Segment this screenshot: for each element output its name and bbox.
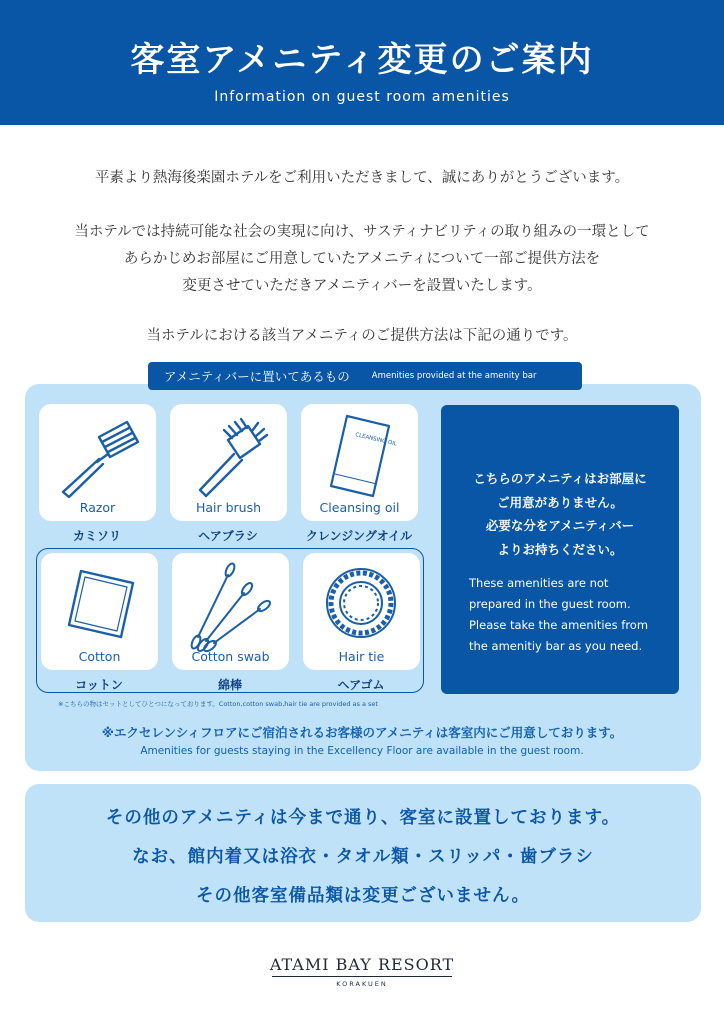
cotton-card — [41, 553, 158, 670]
excellency-note-jp: ※エクセレンシィフロアにご宿泊されるお客様のアメニティは客室内にご用意しております。 — [101, 725, 623, 740]
item-label-en: Cotton — [78, 649, 121, 664]
hair-brush-card — [170, 404, 287, 521]
info-box-jp — [441, 467, 679, 561]
intro-explanation-line: あらかじめお部屋にご用意していたアメニティについて一部ご提供方法を — [123, 251, 601, 267]
item-label-jp: 綿棒 — [217, 678, 242, 692]
cotton-swab-card — [172, 553, 289, 670]
other-amenities-panel — [25, 784, 701, 922]
info-en-line: These amenities are not — [469, 576, 609, 590]
item-label-jp: クレンジングオイル — [305, 529, 413, 543]
item-label-jp: コットン — [75, 678, 123, 692]
item-label-jp: ヘアゴム — [337, 678, 385, 692]
item-label-jp: カミソリ — [72, 529, 121, 543]
intro-explanation-line: 当ホテルでは持続可能な社会の実現に向け、サスティナビリティの取り組みの一環として — [74, 224, 650, 240]
intro-greeting: 平素より熱海後楽園ホテルをご利用いただきまして、誠にありがとうございます。 — [94, 170, 630, 186]
info-jp-line: よりお持ちください。 — [497, 541, 623, 557]
header-banner — [0, 0, 724, 125]
intro-explanation-line: 変更させていただきアメニティバーを設置いたします。 — [182, 278, 542, 294]
info-box — [441, 405, 679, 694]
item-label-en: Cotton swab — [191, 649, 270, 664]
item-label-jp: ヘアブラシ — [198, 529, 258, 543]
info-en-line: prepared in the guest room. — [469, 597, 631, 611]
intro-explanation — [0, 219, 724, 300]
cleansing-oil-card — [301, 404, 418, 521]
info-jp-line: ご用意がありません。 — [497, 494, 623, 510]
package-label: CLEANSING OIL — [354, 432, 398, 448]
other-line: その他のアメニティは今まで通り、客室に設置しております。 — [105, 808, 621, 828]
item-label-en: Cleansing oil — [319, 500, 400, 515]
intro-method: 当ホテルにおける該当アメニティのご提供方法は下記の通りです。 — [146, 328, 578, 344]
item-label-en: Razor — [79, 500, 116, 515]
amenity-bar-label-jp: アメニティバーに置いてあるもの — [164, 369, 350, 384]
other-line: なお、館内着又は浴衣・タオル類・スリッパ・歯ブラシ — [132, 847, 594, 867]
info-en-line: Please take the amenities from — [469, 618, 649, 632]
info-jp-line: こちらのアメニティはお部屋に — [473, 471, 647, 486]
razor-card — [39, 404, 156, 521]
amenity-bar-heading — [148, 362, 582, 390]
logo-rule — [272, 976, 452, 977]
excellency-note-en: Amenities for guests staying in the Excellency Floor are available in the guest room. — [140, 745, 584, 757]
page-subtitle: Information on guest room amenities — [214, 89, 510, 105]
info-box-en — [469, 573, 648, 657]
set-note: ※こちらの物はセットとしてひとつになっております。Cotton,cotton swab,hair tie are provided as a set — [58, 700, 378, 708]
logo-name: ATAMI BAY RESORT — [269, 955, 455, 974]
amenity-bar-label-en: Amenities provided at the amenity bar — [371, 371, 537, 381]
item-label-en: Hair tie — [338, 649, 385, 664]
page-title: 客室アメニティ変更のご案内 — [130, 40, 594, 80]
resort-logo — [0, 955, 724, 988]
info-jp-line: 必要な分をアメニティバー — [485, 518, 635, 533]
hair-tie-card — [303, 553, 420, 670]
info-en-line: the amenitiy bar as you need. — [469, 639, 643, 653]
item-label-en: Hair brush — [195, 500, 262, 515]
logo-sub: KORAKUEN — [336, 980, 388, 988]
other-line: その他客室備品類は変更ございません。 — [195, 886, 531, 906]
